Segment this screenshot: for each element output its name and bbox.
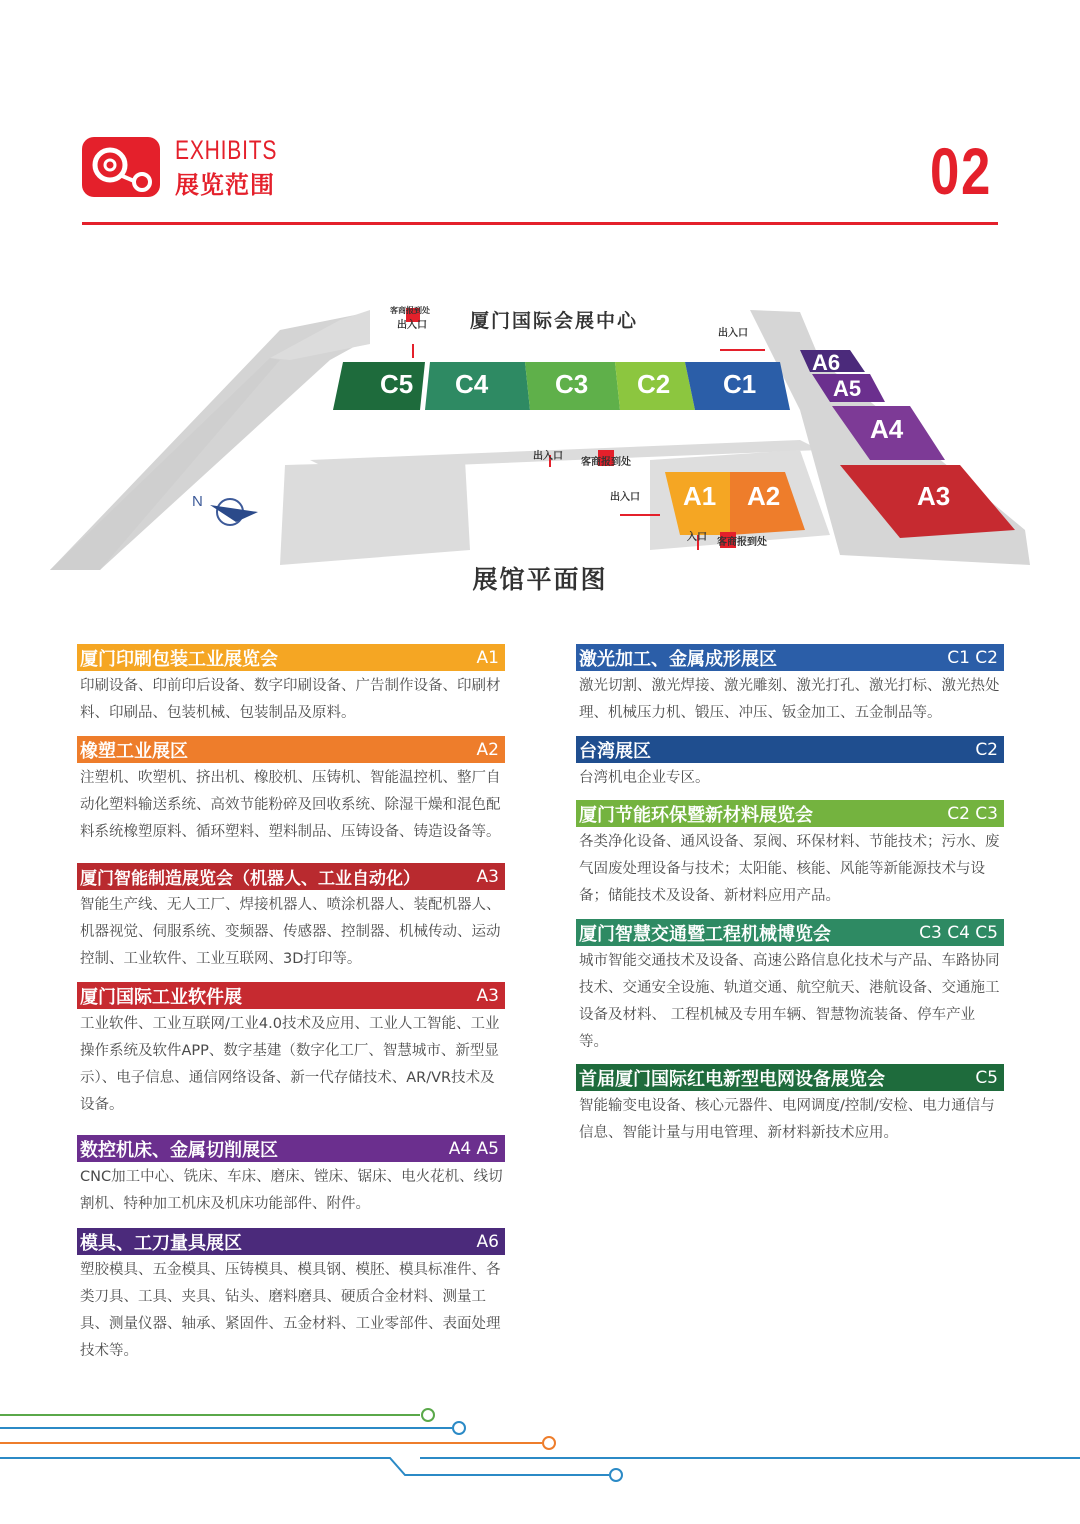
exit-entrance-label: 出入口 <box>533 451 563 462</box>
section-hall: A2 <box>476 739 499 760</box>
section-card <box>576 800 1004 910</box>
registration-label: 客商报到处 <box>717 537 767 548</box>
exit-entrance-label: 出入口 <box>718 328 748 339</box>
section-title: 橡塑工业展区 <box>80 740 188 762</box>
section-description: 各类净化设备、通风设备、泵阀、环保材料、节能技术；污水、废气固废处理设备与技术；太阳能、核能、风能等新能源技术与设备；储能技术及设备、新材料应用产品。 <box>579 834 1000 904</box>
section-title: 厦门印刷包装工业展览会 <box>80 648 278 670</box>
decorative-circuit-lines <box>0 1400 1080 1490</box>
section-description: 城市智能交通技术及设备、高速公路信息化技术与产品、车路协同技术、交通安全设施、轨道交通、航空航天、港航设备、交通施工设备及材料、 工程机械及专用车辆、智慧物流装备、停车产业等。 <box>579 953 1000 1050</box>
section-header <box>77 736 505 763</box>
svg-text:A4: A4 <box>870 414 904 444</box>
section-card <box>77 982 505 1119</box>
section-card <box>576 644 1004 727</box>
section-header <box>77 1135 505 1162</box>
registration-label: 客商报到处 <box>390 306 430 315</box>
section-description: 智能输变电设备、核心元器件、电网调度/控制/安检、电力通信与信息、智能计量与用电管理、新材料新技术应用。 <box>579 1098 995 1141</box>
section-card <box>77 1135 505 1218</box>
section-header <box>576 1064 1004 1091</box>
section-hall: C5 <box>975 1067 998 1088</box>
section-header <box>576 736 1004 763</box>
section-header <box>576 644 1004 671</box>
svg-text:C4: C4 <box>455 369 489 399</box>
exhibits-logo <box>82 137 160 197</box>
section-hall: A3 <box>476 985 499 1006</box>
section-title: 激光加工、金属成形展区 <box>579 648 777 670</box>
svg-text:A6: A6 <box>812 350 841 375</box>
svg-text:C1: C1 <box>723 369 757 399</box>
section-description: 智能生产线、无人工厂、焊接机器人、喷涂机器人、装配机器人、机器视觉、伺服系统、变频器、传感器、控制器、机械传动、运动控制、工业软件、工业互联网、3D打印等。 <box>80 897 501 967</box>
section-title: 首届厦门国际红电新型电网设备展览会 <box>579 1068 885 1090</box>
section-description: CNC加工中心、铣床、车床、磨床、镗床、锯床、电火花机、线切割机、特种加工机床及机床功能部件、附件。 <box>80 1169 503 1212</box>
section-hall: A4 A5 <box>448 1138 499 1159</box>
map-caption: 展馆平面图 <box>472 565 608 594</box>
section-hall: C1 C2 <box>947 647 998 668</box>
section-hall: C2 C3 <box>947 803 998 824</box>
section-header <box>576 919 1004 946</box>
section-header <box>77 982 505 1009</box>
section-title: 厦门节能环保暨新材料展览会 <box>579 804 813 826</box>
section-title: 数控机床、金属切削展区 <box>80 1139 278 1161</box>
section-description: 台湾机电企业专区。 <box>579 770 710 786</box>
section-hall: C2 <box>975 739 998 760</box>
svg-text:A3: A3 <box>917 481 951 511</box>
section-card <box>77 863 505 973</box>
section-title: 厦门智慧交通暨工程机械博览会 <box>579 923 831 945</box>
section-title: 厦门国际工业软件展 <box>80 986 242 1008</box>
svg-text:A5: A5 <box>833 376 862 401</box>
section-hall: A6 <box>476 1231 499 1252</box>
header-cn-title: 展览范围 <box>175 171 275 199</box>
section-card <box>576 736 1004 792</box>
venue-name: 厦门国际会展中心 <box>470 310 639 332</box>
section-description: 印刷设备、印前印后设备、数字印刷设备、广告制作设备、印刷材料、印刷品、包装机械、包装制品及原料。 <box>80 678 501 721</box>
section-header <box>576 800 1004 827</box>
section-header <box>77 863 505 890</box>
svg-text:C5: C5 <box>380 369 414 399</box>
section-header <box>77 1228 505 1255</box>
section-hall: C3 C4 C5 <box>919 922 998 943</box>
svg-text:N: N <box>192 493 203 510</box>
section-card <box>77 736 505 846</box>
svg-text:C2: C2 <box>637 369 671 399</box>
section-card <box>77 644 505 727</box>
section-description: 激光切割、激光焊接、激光雕刻、激光打孔、激光打标、激光热处理、机械压力机、锻压、冲压、钣金加工、五金制品等。 <box>579 678 1000 721</box>
section-title: 台湾展区 <box>579 740 651 762</box>
header-divider <box>82 222 998 225</box>
section-hall: A3 <box>476 866 499 887</box>
section-card <box>77 1228 505 1365</box>
page-number: 02 <box>930 134 992 208</box>
exit-entrance-label: 出入口 <box>397 320 427 331</box>
section-description: 塑胶模具、五金模具、压铸模具、模具钢、模胚、模具标准件、各类刀具、工具、夹具、钻头、磨料磨具、硬质合金材料、测量工具、测量仪器、轴承、紧固件、五金材料、工业零部件、表面处理技术等。 <box>80 1262 501 1359</box>
svg-text:A1: A1 <box>683 481 717 511</box>
section-title: 厦门智能制造展览会（机器人、工业自动化） <box>80 869 420 889</box>
section-hall: A1 <box>476 647 499 668</box>
header-en-title: EXHIBITS <box>175 135 278 165</box>
section-card <box>576 919 1004 1056</box>
entrance-label: 入口 <box>687 532 707 543</box>
registration-label: 客商报到处 <box>581 457 631 468</box>
svg-text:A2: A2 <box>747 481 781 511</box>
section-description: 工业软件、工业互联网/工业4.0技术及应用、工业人工智能、工业操作系统及软件APP、数字基建（数字化工厂、智慧城市、新型显示）、电子信息、通信网络设备、新一代存储技术、AR/VR技术及设备。 <box>80 1016 500 1113</box>
section-title: 模具、工刀量具展区 <box>80 1232 242 1254</box>
search-circle-icon <box>82 137 160 197</box>
section-card <box>576 1064 1004 1147</box>
section-header <box>77 644 505 671</box>
svg-text:C3: C3 <box>555 369 589 399</box>
exit-entrance-label: 出入口 <box>610 492 640 503</box>
section-description: 注塑机、吹塑机、挤出机、橡胶机、压铸机、智能温控机、整厂自动化塑料输送系统、高效节能粉碎及回收系统、除湿干燥和混色配料系统橡塑原料、循环塑料、塑料制品、压铸设备、铸造设备等。 <box>80 770 501 840</box>
